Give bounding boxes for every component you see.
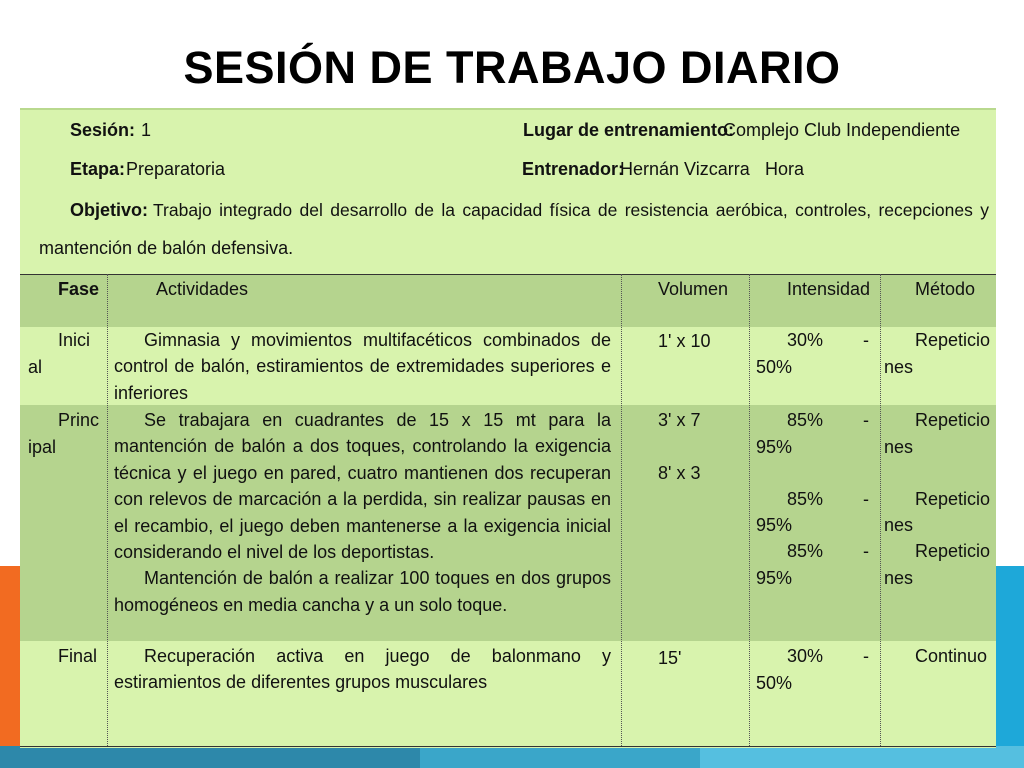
intensidad-final-b: 50% [756,673,793,693]
objetivo-line-2: mantención de balón defensiva. [39,238,294,258]
volumen-principal-1: 3' x 7 [658,410,701,430]
fase-principal-part1: Princ [58,410,100,430]
metodo-principal-1a: Repeticio [915,410,991,430]
volumen-final: 15' [658,648,682,668]
actividad-principal-text-1: Se trabajara en cuadrantes de 15 x 15 mt para la mantención de balón a dos toques, controlando la exigencia técnica y el juego en pared, cuatro mantienen dos recuperan con relevos de marcación a la perdida, sin realizar pausas en el recambio, el juego deben mantenerse a la exigencia inicial considerando el nivel de los deportistas. [114,410,611,563]
column-divider [749,274,750,746]
metodo-inicial-part2: nes [884,357,914,377]
table-bottom-rule [20,746,996,747]
volumen-principal-2: 8' x 3 [658,463,701,483]
lugar-label: Lugar de entrenamiento: [523,120,735,140]
fase-inicial-part1: Inici [58,330,91,350]
decorative-orange-bar [0,566,20,748]
col-header-intensidad: Intensidad [787,279,871,299]
col-header-fase: Fase [58,279,100,299]
intensidad-principal-2-dash: - [863,489,869,509]
metodo-principal-2a: Repeticio [915,489,991,509]
etapa-value: Preparatoria [126,159,226,179]
table-top-rule [20,274,996,275]
intensidad-principal-1-dash: - [863,410,869,430]
intensidad-final-a: 30% [787,646,824,666]
actividad-final [114,643,611,696]
intensidad-principal-1a: 85% [787,410,824,430]
etapa-label: Etapa: [70,159,126,179]
intensidad-principal-1b: 95% [756,437,793,457]
metodo-principal-2b: nes [884,515,914,535]
intensidad-inicial-b: 50% [756,357,793,377]
entrenador-label: Entrenador: [522,159,625,179]
intensidad-principal-2a: 85% [787,489,824,509]
actividad-inicial-text: Gimnasia y movimientos multifacéticos combinados de control de balón, estiramientos de extremidades superiores e inferiores [114,330,611,403]
col-header-actividades: Actividades [156,279,249,299]
metodo-inicial-part1: Repeticio [915,330,991,350]
metodo-principal-3b: nes [884,568,914,588]
column-divider [880,274,881,746]
fase-final: Final [58,646,98,666]
intensidad-inicial-dash: - [863,330,869,350]
objetivo-line-1: Trabajo integrado del desarrollo de la capacidad física de resistencia aeróbica, controles, recepciones y [153,200,989,220]
actividad-final-text: Recuperación activa en juego de balonmano y estiramientos de diferentes grupos musculares [114,646,611,693]
intensidad-principal-3a: 85% [787,541,824,561]
decorative-bottom-band-light [700,746,1024,768]
intensidad-inicial-a: 30% [787,330,824,350]
actividad-inicial [114,327,611,406]
actividad-principal-text-2: Mantención de balón a realizar 100 toques en dos grupos homogéneos en media cancha y a un solo toque. [114,568,611,615]
actividad-principal [114,407,611,618]
sesion-label: Sesión: [70,120,136,140]
metodo-principal-1b: nes [884,437,914,457]
decorative-blue-bar [996,566,1024,748]
decorative-bottom-band-dark [0,746,420,768]
fase-inicial-part2: al [28,357,43,377]
intensidad-final-dash: - [863,646,869,666]
lugar-value: Complejo Club Independiente [723,120,961,140]
metodo-final: Continuo [915,646,988,666]
volumen-inicial: 1' x 10 [658,331,711,351]
col-header-volumen: Volumen [658,279,729,299]
intensidad-principal-3b: 95% [756,568,793,588]
session-sheet [20,108,996,748]
objetivo-label: Objetivo: [70,200,149,220]
col-header-metodo: Método [915,279,976,299]
metodo-principal-3a: Repeticio [915,541,991,561]
column-divider [107,274,108,746]
entrenador-value: Hernán Vizcarra [620,159,750,179]
intensidad-principal-3-dash: - [863,541,869,561]
fase-principal-part2: ipal [28,437,57,457]
intensidad-principal-2b: 95% [756,515,793,535]
column-divider [621,274,622,746]
sesion-value: 1 [141,120,152,140]
page-title: SESIÓN DE TRABAJO DIARIO [183,42,841,93]
hora-label: Hora [765,159,805,179]
